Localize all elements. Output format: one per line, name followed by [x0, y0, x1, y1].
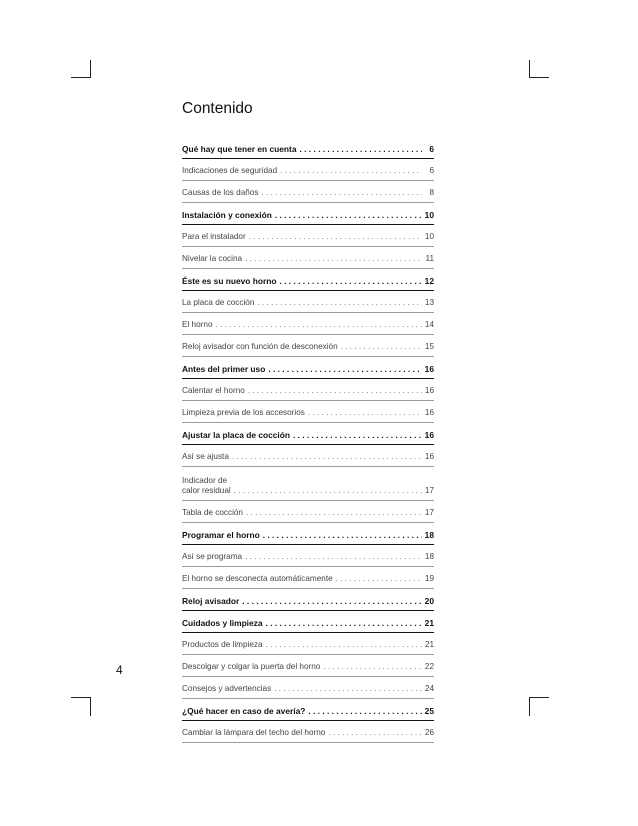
- dot-leader: [268, 364, 422, 374]
- dot-leader: [308, 408, 422, 418]
- toc-section-entry[interactable]: [182, 272, 434, 291]
- toc-section-entry[interactable]: [182, 702, 434, 721]
- toc-section-entry[interactable]: [182, 426, 434, 445]
- crop-mark-top-left: [90, 60, 91, 77]
- page-title: Contenido: [182, 100, 253, 117]
- toc-entry-label: Así se programa: [182, 552, 243, 561]
- toc-entry-label: Cambiar la lámpara del techo del horno: [182, 728, 326, 737]
- crop-mark-bottom-right: [529, 697, 549, 698]
- toc-entry-label: Éste es su nuevo horno: [182, 276, 277, 286]
- page-number: 4: [116, 663, 123, 677]
- toc-entry-page: 17: [424, 508, 434, 517]
- toc-entry-page: 18: [424, 552, 434, 561]
- toc-entry-page: 20: [424, 596, 434, 606]
- toc-entry-page: 6: [429, 166, 434, 175]
- toc-entry[interactable]: [182, 294, 434, 313]
- dot-leader: [275, 210, 422, 220]
- table-of-contents: [182, 137, 434, 743]
- toc-entry-page: 11: [425, 254, 434, 263]
- crop-mark-bottom-right: [529, 697, 530, 716]
- toc-entry[interactable]: [182, 658, 434, 677]
- toc-entry-label: Nivelar la cocina: [182, 254, 243, 263]
- dot-leader: [248, 386, 422, 396]
- dot-leader: [249, 232, 422, 242]
- toc-entry-label: Reloj avisador con función de desconexión: [182, 342, 338, 351]
- toc-entry-page: 16: [424, 430, 434, 440]
- toc-entry-page: 21: [424, 640, 434, 649]
- toc-entry-label: Qué hay que tener en cuenta: [182, 144, 297, 154]
- toc-entry-label: Productos de limpieza: [182, 640, 263, 649]
- toc-entry-page: 22: [424, 662, 434, 671]
- toc-entry[interactable]: [182, 404, 434, 423]
- toc-entry-page: 16: [424, 386, 434, 395]
- toc-entry-page: 16: [424, 364, 434, 374]
- dot-leader: [234, 486, 422, 496]
- toc-entry-page: 12: [424, 276, 434, 286]
- dot-leader: [245, 254, 422, 264]
- toc-section-entry[interactable]: [182, 360, 434, 379]
- toc-entry-label: Consejos y advertencias: [182, 684, 272, 693]
- toc-entry-page: 26: [424, 728, 434, 737]
- toc-entry-label: ¿Qué hacer en caso de avería?: [182, 706, 306, 716]
- toc-entry-page: 21: [424, 618, 434, 628]
- toc-entry-label: El horno se desconecta automáticamente: [182, 574, 333, 583]
- toc-entry-label: Limpieza previa de los accesorios: [182, 408, 305, 417]
- toc-entry-page: 10: [424, 232, 434, 241]
- crop-mark-bottom-left: [71, 697, 91, 698]
- toc-entry-label: La placa de cocción: [182, 298, 255, 307]
- toc-section-entry[interactable]: [182, 206, 434, 225]
- toc-entry-label: Ajustar la placa de cocción: [182, 430, 290, 440]
- toc-entry-label: Causas de los daños: [182, 188, 259, 197]
- crop-mark-bottom-left: [90, 697, 91, 716]
- toc-entry-label: Tabla de cocción: [182, 508, 243, 517]
- toc-entry-label: Instalación y conexión: [182, 210, 272, 220]
- dot-leader: [308, 706, 422, 716]
- dot-leader: [246, 508, 422, 518]
- toc-entry-label: Para el instalador: [182, 232, 246, 241]
- dot-leader: [300, 144, 423, 154]
- toc-entry-page: 14: [424, 320, 434, 329]
- dot-leader: [232, 452, 422, 462]
- toc-entry[interactable]: [182, 680, 434, 699]
- toc-entry-page: 24: [424, 684, 434, 693]
- toc-entry[interactable]: [182, 338, 434, 357]
- dot-leader: [279, 276, 422, 286]
- toc-entry-label: Reloj avisador: [182, 596, 240, 606]
- toc-entry[interactable]: [182, 184, 434, 203]
- toc-entry-page: 6: [429, 144, 434, 154]
- crop-mark-top-right: [529, 60, 530, 77]
- dot-leader: [293, 430, 422, 440]
- toc-section-entry[interactable]: [182, 614, 434, 633]
- toc-section-entry[interactable]: [182, 140, 434, 159]
- toc-entry[interactable]: [182, 382, 434, 401]
- toc-entry-page: 17: [424, 486, 434, 495]
- toc-entry-label: Descolgar y colgar la puerta del horno: [182, 662, 321, 671]
- toc-entry-page: 18: [424, 530, 434, 540]
- toc-entry-page: 25: [424, 706, 434, 716]
- toc-entry[interactable]: [182, 448, 434, 467]
- toc-entry[interactable]: [182, 470, 434, 501]
- toc-entry[interactable]: [182, 316, 434, 335]
- toc-entry-page: 13: [424, 298, 434, 307]
- toc-entry[interactable]: [182, 250, 434, 269]
- dot-leader: [263, 530, 422, 540]
- toc-entry-label: Antes del primer uso: [182, 364, 266, 374]
- crop-mark-top-left: [71, 77, 91, 78]
- dot-leader: [242, 596, 422, 606]
- toc-entry[interactable]: [182, 724, 434, 743]
- toc-section-entry[interactable]: [182, 526, 434, 545]
- dot-leader: [280, 166, 422, 176]
- dot-leader: [336, 574, 422, 584]
- dot-leader: [245, 552, 422, 562]
- toc-entry-label: Indicador de calor residual: [182, 476, 231, 495]
- toc-entry[interactable]: [182, 504, 434, 523]
- dot-leader: [266, 618, 422, 628]
- toc-entry-page: 10: [424, 210, 434, 220]
- toc-entry-page: 16: [424, 452, 434, 461]
- toc-entry-page: 16: [424, 408, 434, 417]
- dot-leader: [274, 684, 422, 694]
- dot-leader: [341, 342, 422, 352]
- toc-entry-label: Calentar el horno: [182, 386, 245, 395]
- crop-mark-top-right: [529, 77, 549, 78]
- dot-leader: [261, 188, 422, 198]
- toc-entry-label: Indicaciones de seguridad: [182, 166, 278, 175]
- dot-leader: [257, 298, 422, 308]
- toc-entry-page: 19: [424, 574, 434, 583]
- toc-entry-label: Así se ajusta: [182, 452, 229, 461]
- toc-entry-label: Cuidados y limpieza: [182, 618, 263, 628]
- dot-leader: [328, 728, 422, 738]
- toc-entry[interactable]: [182, 162, 434, 181]
- toc-entry-page: 15: [424, 342, 434, 351]
- toc-entry-label: Programar el horno: [182, 530, 260, 540]
- toc-section-entry[interactable]: [182, 592, 434, 611]
- toc-entry[interactable]: [182, 548, 434, 567]
- toc-entry-page: 8: [429, 188, 434, 197]
- dot-leader: [216, 320, 423, 330]
- dot-leader: [323, 662, 422, 672]
- toc-entry[interactable]: [182, 228, 434, 247]
- toc-entry[interactable]: [182, 636, 434, 655]
- toc-entry[interactable]: [182, 570, 434, 589]
- toc-entry-label: El horno: [182, 320, 213, 329]
- dot-leader: [266, 640, 422, 650]
